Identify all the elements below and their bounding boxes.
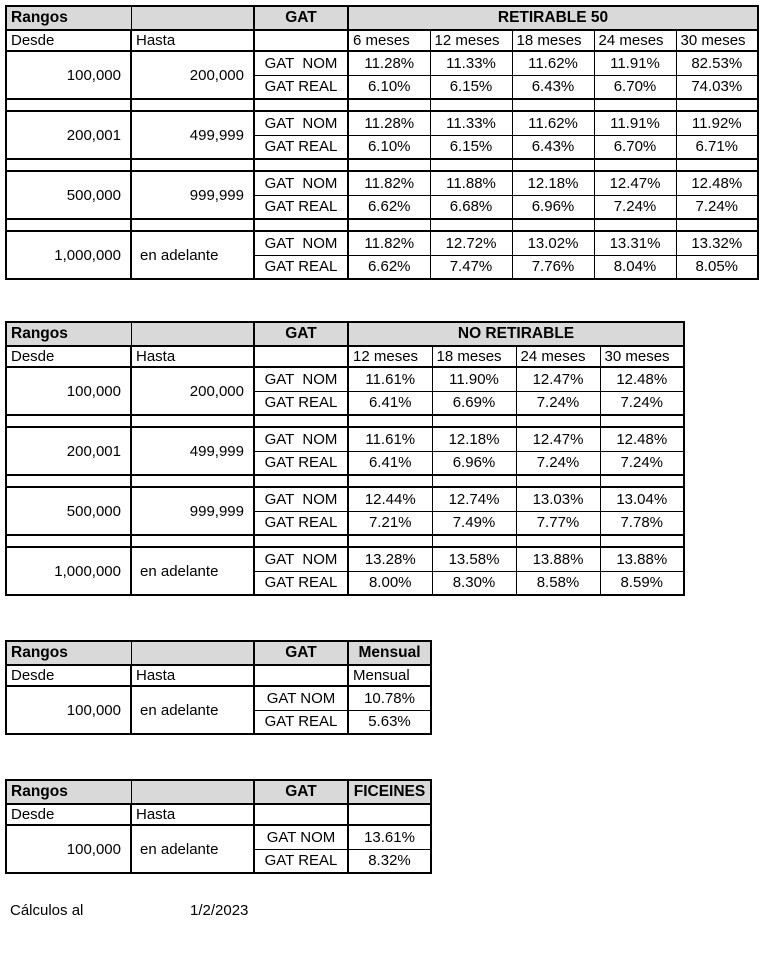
table-title: Mensual [348,641,431,665]
gat-gap-cell [254,804,348,825]
gat-real-value: 8.58% [516,571,600,595]
gat-real-value: 74.03% [676,75,758,99]
gat-nom-row [6,487,684,511]
spacer-cell [6,99,131,111]
term-header: 18 meses [432,346,516,367]
gat-nom-row [6,111,758,135]
gat-header: GAT [254,6,348,30]
term-header: 30 meses [676,30,758,51]
column-header-row [6,346,684,367]
rangos-header: Rangos [6,322,131,346]
gat-nom-value: 12.48% [676,171,758,195]
column-header-row [6,665,431,686]
spacer-cell [254,475,348,487]
gat-nom-value: 11.61% [348,427,432,451]
spacer-cell [131,475,254,487]
gat-real-value: 7.49% [432,511,516,535]
spacer-cell [600,475,684,487]
gat-nom-value: 11.82% [348,171,430,195]
range-hasta: 499,999 [131,111,254,159]
gat-real-value: 6.70% [594,135,676,159]
gat-real-value: 6.96% [432,451,516,475]
term-header: 24 meses [594,30,676,51]
gat-real-value: 5.63% [348,710,431,734]
spacer-cell [6,219,131,231]
gat-real-value: 7.77% [516,511,600,535]
gat-nom-label: GAT NOM [254,487,348,511]
desde-header: Desde [6,665,131,686]
rangos-header: Rangos [6,641,131,665]
spacer-cell [6,475,131,487]
gat-nom-value: 13.31% [594,231,676,255]
spacer-cell [254,219,348,231]
spacer-cell [676,99,758,111]
gat-nom-label: GAT NOM [254,825,348,849]
rangos-header-gap [131,322,254,346]
rate-table-mensual [5,640,432,735]
gat-gap-cell [254,30,348,51]
spacer-cell [348,415,432,427]
gat-nom-row [6,231,758,255]
gat-real-value: 6.10% [348,135,430,159]
gat-nom-value: 13.88% [600,547,684,571]
gat-nom-label: GAT NOM [254,171,348,195]
calculation-date-label: Cálculos al [10,902,84,919]
range-hasta: 999,999 [131,487,254,535]
spacer-cell [512,219,594,231]
gat-nom-value: 13.02% [512,231,594,255]
gat-real-value: 7.24% [676,195,758,219]
range-hasta: 499,999 [131,427,254,475]
spacer-cell [254,535,348,547]
gat-real-label: GAT REAL [254,75,348,99]
gat-real-value: 6.68% [430,195,512,219]
spacer-cell [594,99,676,111]
spacer-cell [516,475,600,487]
gat-header: GAT [254,641,348,665]
spacer-row [6,475,684,487]
gat-real-value: 8.30% [432,571,516,595]
gat-real-label: GAT REAL [254,571,348,595]
rangos-header-gap [131,641,254,665]
gat-nom-value: 12.44% [348,487,432,511]
desde-header: Desde [6,346,131,367]
spacer-cell [676,159,758,171]
spacer-cell [131,415,254,427]
gat-real-value: 6.69% [432,391,516,415]
spacer-cell [594,159,676,171]
gat-nom-value: 12.47% [516,367,600,391]
spacer-cell [676,219,758,231]
range-desde: 200,001 [6,111,131,159]
term-header: 12 meses [430,30,512,51]
gat-gap-cell [254,665,348,686]
gat-real-value: 7.21% [348,511,432,535]
gat-real-value: 6.43% [512,135,594,159]
rangos-header: Rangos [6,780,131,804]
spacer-cell [254,99,348,111]
range-hasta: en adelante [131,231,254,279]
range-desde: 1,000,000 [6,231,131,279]
spacer-row [6,219,758,231]
spacer-cell [254,159,348,171]
spacer-cell [432,535,516,547]
gat-nom-value: 13.32% [676,231,758,255]
gat-nom-value: 11.91% [594,51,676,75]
gat-nom-row [6,427,684,451]
gat-nom-row [6,547,684,571]
hasta-header: Hasta [131,30,254,51]
hasta-header: Hasta [131,346,254,367]
column-header-row [6,30,758,51]
gat-real-value: 6.15% [430,135,512,159]
gat-nom-label: GAT NOM [254,686,348,710]
gat-real-value: 6.10% [348,75,430,99]
spacer-cell [430,99,512,111]
term-header: 24 meses [516,346,600,367]
gat-nom-value: 11.90% [432,367,516,391]
spacer-cell [348,219,430,231]
gat-real-value: 6.70% [594,75,676,99]
gat-nom-value: 13.04% [600,487,684,511]
gat-nom-value: 11.28% [348,111,430,135]
term-header: 12 meses [348,346,432,367]
spacer-cell [600,535,684,547]
gat-real-value: 8.32% [348,849,431,873]
spacer-cell [432,415,516,427]
table-title: FICEINES [348,780,431,804]
spacer-cell [430,219,512,231]
gat-real-value: 7.78% [600,511,684,535]
gat-real-value: 6.41% [348,451,432,475]
rangos-header-gap [131,6,254,30]
range-hasta: en adelante [131,825,254,873]
term-header [348,804,431,825]
gat-nom-label: GAT NOM [254,547,348,571]
hasta-header: Hasta [131,804,254,825]
spacer-row [6,535,684,547]
spacer-row [6,415,684,427]
range-hasta: 999,999 [131,171,254,219]
range-hasta: 200,000 [131,51,254,99]
calculation-date-row [5,902,768,922]
gat-real-label: GAT REAL [254,255,348,279]
spacer-cell [600,415,684,427]
column-header-row [6,804,431,825]
gat-nom-value: 12.18% [432,427,516,451]
gat-nom-label: GAT NOM [254,51,348,75]
gat-nom-value: 11.61% [348,367,432,391]
gat-header: GAT [254,322,348,346]
spacer-cell [594,219,676,231]
gat-nom-value: 13.28% [348,547,432,571]
spacer-cell [131,99,254,111]
gat-nom-row [6,367,684,391]
gat-real-value: 6.43% [512,75,594,99]
gat-real-label: GAT REAL [254,849,348,873]
spacer-cell [516,415,600,427]
spacer-row [6,159,758,171]
gat-real-value: 7.24% [594,195,676,219]
table-header-row [6,780,431,804]
gat-real-value: 7.24% [516,451,600,475]
gat-nom-value: 82.53% [676,51,758,75]
spacer-cell [348,99,430,111]
gat-nom-value: 11.91% [594,111,676,135]
rate-table-retirable-50 [5,5,759,280]
spacer-cell [432,475,516,487]
gat-header: GAT [254,780,348,804]
table-header-row [6,641,431,665]
gat-nom-value: 13.61% [348,825,431,849]
range-desde: 1,000,000 [6,547,131,595]
spacer-cell [6,415,131,427]
spacer-cell [131,219,254,231]
gat-nom-label: GAT NOM [254,367,348,391]
gat-real-value: 7.76% [512,255,594,279]
range-desde: 100,000 [6,51,131,99]
gat-nom-value: 12.48% [600,367,684,391]
gat-nom-value: 11.88% [430,171,512,195]
gat-real-value: 7.24% [600,451,684,475]
table-header-row [6,322,684,346]
spacer-cell [430,159,512,171]
spacer-cell [512,159,594,171]
spacer-cell [348,159,430,171]
term-header: 18 meses [512,30,594,51]
range-desde: 100,000 [6,367,131,415]
gat-nom-value: 12.47% [516,427,600,451]
rangos-header-gap [131,780,254,804]
gat-real-value: 6.62% [348,255,430,279]
spacer-cell [131,159,254,171]
range-hasta: en adelante [131,547,254,595]
gat-real-value: 7.24% [516,391,600,415]
term-header: 30 meses [600,346,684,367]
gat-nom-row [6,686,431,710]
gat-real-value: 8.04% [594,255,676,279]
gat-nom-value: 12.47% [594,171,676,195]
gat-nom-value: 12.72% [430,231,512,255]
gat-real-value: 6.71% [676,135,758,159]
range-desde: 100,000 [6,825,131,873]
gat-real-value: 6.15% [430,75,512,99]
gat-nom-value: 11.82% [348,231,430,255]
range-desde: 100,000 [6,686,131,734]
gat-real-label: GAT REAL [254,195,348,219]
gat-nom-label: GAT NOM [254,231,348,255]
spacer-cell [6,159,131,171]
table-title: RETIRABLE 50 [348,6,758,30]
spacer-cell [348,475,432,487]
calculation-date-value: 1/2/2023 [190,902,249,919]
gat-nom-value: 10.78% [348,686,431,710]
gat-nom-label: GAT NOM [254,111,348,135]
table-title: NO RETIRABLE [348,322,684,346]
gat-nom-value: 11.62% [512,111,594,135]
gat-nom-value: 11.33% [430,51,512,75]
gat-nom-label: GAT NOM [254,427,348,451]
range-hasta: en adelante [131,686,254,734]
spacer-cell [254,415,348,427]
range-desde: 500,000 [6,487,131,535]
rate-table-no-retirable [5,321,685,596]
rate-table-ficeines [5,779,432,874]
gat-nom-value: 11.33% [430,111,512,135]
gat-real-value: 6.41% [348,391,432,415]
gat-nom-row [6,171,758,195]
gat-nom-value: 13.03% [516,487,600,511]
gat-real-value: 6.96% [512,195,594,219]
gat-nom-value: 11.92% [676,111,758,135]
gat-gap-cell [254,346,348,367]
spacer-row [6,99,758,111]
gat-nom-row [6,51,758,75]
gat-real-value: 7.24% [600,391,684,415]
gat-real-label: GAT REAL [254,451,348,475]
gat-real-label: GAT REAL [254,391,348,415]
rate-tables-container [5,5,768,874]
rangos-header: Rangos [6,6,131,30]
gat-nom-value: 11.62% [512,51,594,75]
desde-header: Desde [6,30,131,51]
hasta-header: Hasta [131,665,254,686]
gat-real-value: 8.05% [676,255,758,279]
gat-real-label: GAT REAL [254,135,348,159]
gat-nom-value: 12.74% [432,487,516,511]
term-header: Mensual [348,665,431,686]
spacer-cell [516,535,600,547]
gat-real-value: 6.62% [348,195,430,219]
gat-nom-value: 12.18% [512,171,594,195]
gat-nom-row [6,825,431,849]
gat-nom-value: 11.28% [348,51,430,75]
gat-real-value: 8.00% [348,571,432,595]
gat-nom-value: 13.58% [432,547,516,571]
gat-real-label: GAT REAL [254,511,348,535]
spacer-cell [6,535,131,547]
table-header-row [6,6,758,30]
spacer-cell [512,99,594,111]
gat-real-value: 8.59% [600,571,684,595]
gat-real-label: GAT REAL [254,710,348,734]
desde-header: Desde [6,804,131,825]
range-hasta: 200,000 [131,367,254,415]
range-desde: 500,000 [6,171,131,219]
gat-real-value: 7.47% [430,255,512,279]
gat-nom-value: 13.88% [516,547,600,571]
range-desde: 200,001 [6,427,131,475]
gat-nom-value: 12.48% [600,427,684,451]
spacer-cell [131,535,254,547]
spacer-cell [348,535,432,547]
term-header: 6 meses [348,30,430,51]
